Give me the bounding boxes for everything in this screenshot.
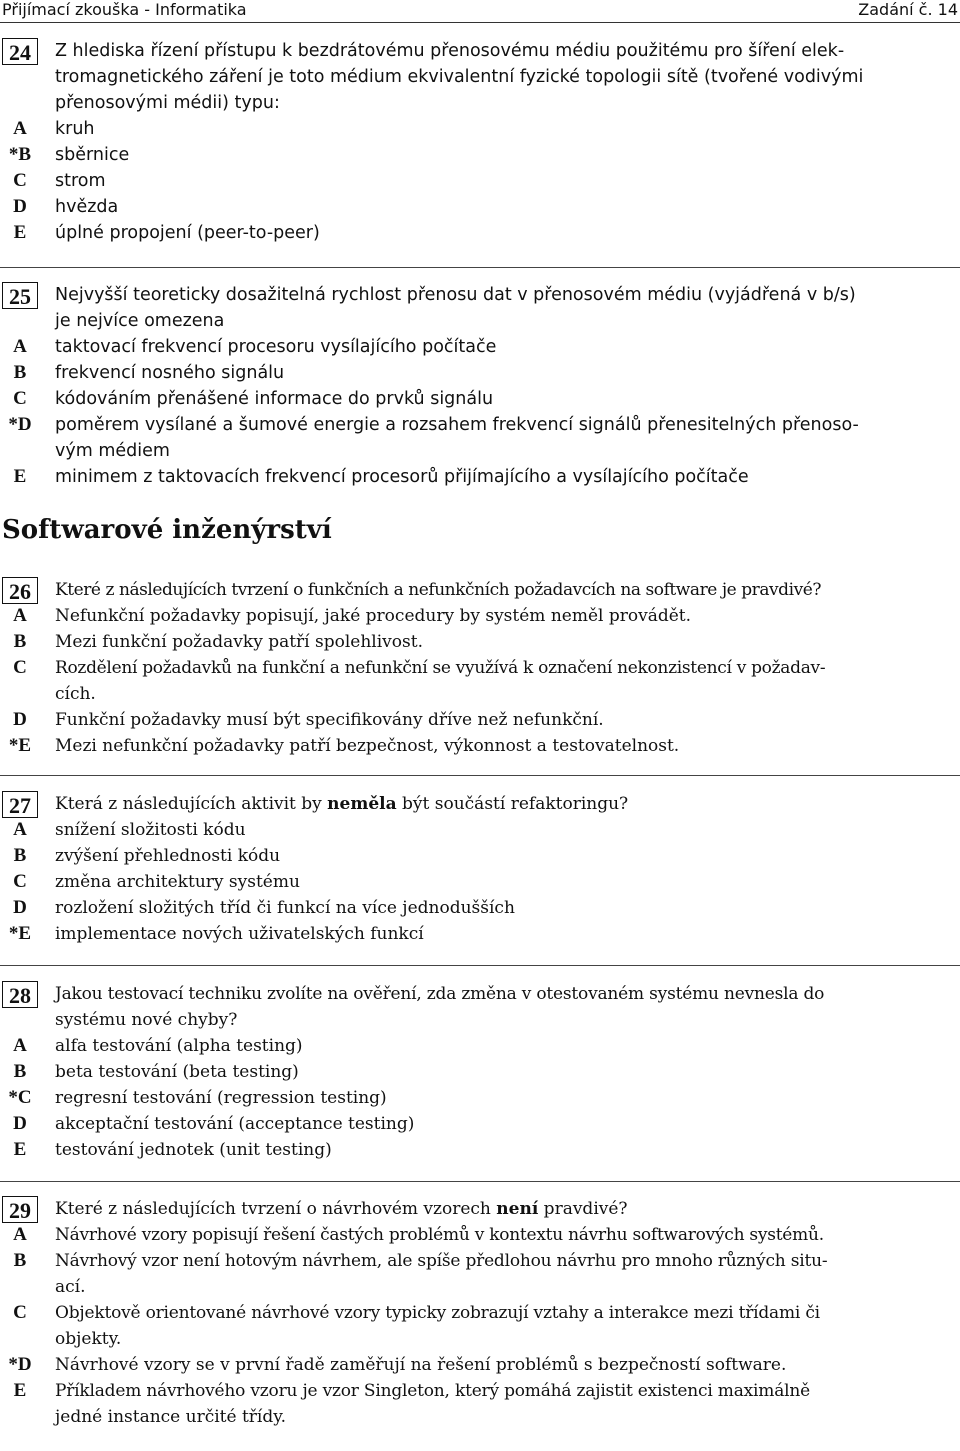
- question-26: [0, 577, 960, 759]
- answer-option-continuation: objekty.: [55, 1329, 122, 1349]
- emphasis: není: [496, 1199, 539, 1219]
- answer-option: A taktovací frekvencí procesoru vysílajícího počítače: [13, 336, 497, 357]
- answer-option: D rozložení složitých tříd či funkcí na více jednodušších: [13, 897, 515, 918]
- question-stem: Jakou testovací techniku zvolíte na ověření, zda změna v otestovaném systému nevnesla do: [55, 984, 825, 1004]
- header-assignment-number: Zadání č. 14: [858, 0, 958, 19]
- question-number: 25: [2, 282, 38, 309]
- answer-option: C Rozdělení požadavků na funkční a nefunkční se využívá k označení nekonzistencí v požadav-: [13, 657, 826, 678]
- question-27: [0, 791, 960, 947]
- question-stem: Která z následujících aktivit by neměla být součástí refaktoringu?: [55, 794, 629, 814]
- answer-option-continuation: jedné instance určité třídy.: [55, 1407, 286, 1427]
- question-number: 24: [2, 38, 38, 65]
- answer-option: E testování jednotek (unit testing): [13, 1139, 332, 1160]
- question-28: [0, 981, 960, 1163]
- divider: [0, 1181, 960, 1182]
- answer-option: B beta testování (beta testing): [13, 1061, 299, 1082]
- question-25: [0, 282, 960, 490]
- answer-option-continuation: cích.: [55, 684, 96, 704]
- answer-option: C Objektově orientované návrhové vzory typicky zobrazují vztahy a interakce mezi třídami či: [13, 1302, 820, 1323]
- answer-option-continuation: vým médiem: [55, 441, 170, 461]
- question-24: [0, 38, 960, 246]
- answer-option: C změna architektury systému: [13, 871, 300, 892]
- question-stem: tromagnetického záření je toto médium ekvivalentní fyzické topologii sítě (tvořené vodivými: [55, 67, 864, 87]
- answer-option-correct: *E Mezi nefunkční požadavky patří bezpečnost, výkonnost a testovatelnost.: [8, 735, 680, 756]
- answer-option: A kruh: [13, 118, 95, 139]
- question-stem: je nejvíce omezena: [55, 311, 225, 331]
- answer-option: A snížení složitosti kódu: [13, 819, 246, 840]
- answer-option: D Funkční požadavky musí být specifikovány dříve než nefunkční.: [13, 709, 604, 730]
- divider: [0, 267, 960, 268]
- answer-option: E Příkladem návrhového vzoru je vzor Singleton, který pomáhá zajistit existenci maximálně: [13, 1380, 810, 1401]
- emphasis: neměla: [327, 794, 397, 814]
- question-stem: Z hlediska řízení přístupu k bezdrátovému přenosovému médiu použitému pro šíření elek-: [55, 41, 845, 61]
- answer-option: B Mezi funkční požadavky patří spolehlivost.: [13, 631, 423, 652]
- divider: [0, 965, 960, 966]
- answer-option: E úplné propojení (peer-to-peer): [13, 222, 320, 243]
- answer-option: E minimem z taktovacích frekvencí procesorů přijímajícího a vysílajícího počítače: [13, 466, 749, 487]
- section-title: Softwarové inženýrství: [2, 515, 332, 545]
- question-stem: Které z následujících tvrzení o návrhovém vzorech není pravdivé?: [55, 1199, 628, 1219]
- answer-option: D akceptační testování (acceptance testing): [13, 1113, 415, 1134]
- answer-option: A Nefunkční požadavky popisují, jaké procedury by systém neměl provádět.: [13, 605, 692, 626]
- question-stem: přenosovými médii) typu:: [55, 93, 280, 113]
- answer-option-correct: *D Návrhové vzory se v první řadě zaměřují na řešení problémů s bezpečností software.: [8, 1354, 787, 1375]
- answer-option: C kódováním přenášené informace do prvků signálu: [13, 388, 494, 409]
- answer-option-correct: *B sběrnice: [8, 144, 130, 165]
- page-header: [0, 0, 960, 23]
- answer-option-correct: *E implementace nových uživatelských funkcí: [8, 923, 424, 944]
- question-stem: systému nové chyby?: [55, 1010, 238, 1030]
- question-stem: Které z následujících tvrzení o funkčních a nefunkčních požadavcích na software je pravdivé?: [55, 580, 822, 600]
- answer-option-correct: *C regresní testování (regression testing): [8, 1087, 387, 1108]
- answer-option: B frekvencí nosného signálu: [13, 362, 285, 383]
- answer-option: D hvězda: [13, 196, 119, 217]
- answer-option: A alfa testování (alpha testing): [13, 1035, 303, 1056]
- answer-option-continuation: ací.: [55, 1277, 86, 1297]
- question-stem: Nejvyšší teoreticky dosažitelná rychlost přenosu dat v přenosovém médiu (vyjádřená v b/s): [55, 285, 856, 305]
- question-number: 26: [2, 577, 38, 604]
- divider: [0, 775, 960, 776]
- answer-option-correct: *D poměrem vysílané a šumové energie a rozsahem frekvencí signálů přenesitelných přenoso-: [8, 414, 859, 435]
- answer-option: B Návrhový vzor není hotovým návrhem, ale spíše předlohou návrhu pro mnoho různých situ-: [13, 1250, 828, 1271]
- question-number: 28: [2, 981, 38, 1008]
- question-number: 27: [2, 791, 38, 818]
- question-29: [0, 1196, 960, 1430]
- answer-option: A Návrhové vzory popisují řešení častých problémů v kontextu návrhu softwarových systémů.: [13, 1224, 824, 1245]
- question-number: 29: [2, 1196, 38, 1223]
- answer-option: B zvýšení přehlednosti kódu: [13, 845, 281, 866]
- answer-option: C strom: [13, 170, 106, 191]
- header-title: Přijímací zkouška - Informatika: [2, 0, 247, 19]
